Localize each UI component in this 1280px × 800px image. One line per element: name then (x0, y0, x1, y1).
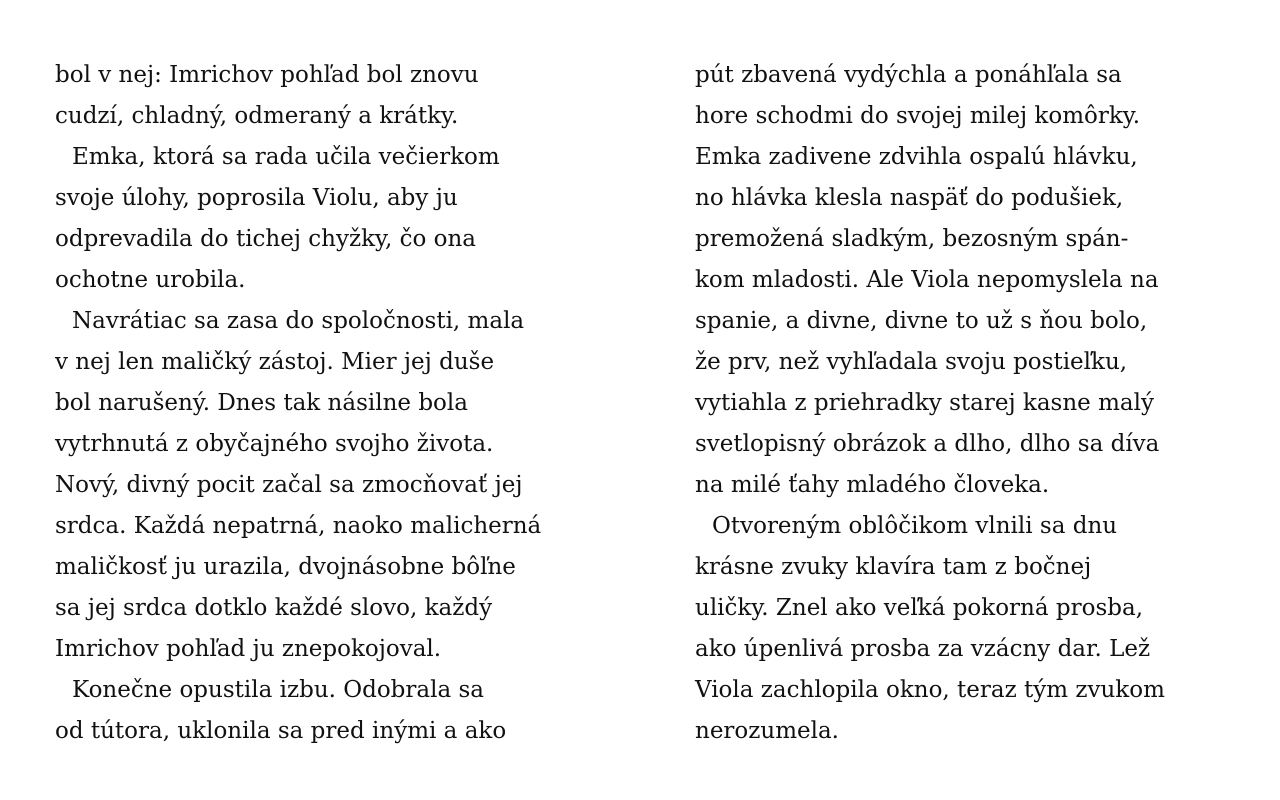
text-line: od tútora, uklonila sa pred inými a ako (55, 718, 507, 744)
text-line: Viola zachlopila okno, teraz tým zvukom (695, 677, 1165, 703)
text-line: svetlopisný obrázok a dlho, dlho sa díva (695, 431, 1160, 457)
text-line: krásne zvuky klavíra tam z bočnej (695, 554, 1092, 580)
text-line: odprevadila do tichej chyžky, čo ona (55, 226, 477, 252)
text-line: premožená sladkým, bezosným spán- (695, 226, 1129, 252)
text-line: no hlávka klesla naspäť do podušiek, (695, 185, 1124, 211)
right-page (695, 55, 1255, 752)
text-line: bol narušený. Dnes tak násilne bola (55, 390, 468, 416)
text-line: sa jej srdca dotklo každé slovo, každý (55, 595, 493, 621)
text-line: spanie, a divne, divne to už s ňou bolo, (695, 308, 1148, 334)
text-line: že prv, než vyhľadala svoju postieľku, (695, 349, 1128, 375)
text-line: Imrichov pohľad ju znepokojoval. (55, 636, 442, 662)
text-line: kom mladosti. Ale Viola nepomyslela na (695, 267, 1159, 293)
text-line: v nej len maličký zástoj. Mier jej duše (55, 349, 495, 375)
paragraph-start-line: Navrátiac sa zasa do spoločnosti, mala (72, 308, 525, 334)
text-line: hore schodmi do svojej milej komôrky. (695, 103, 1141, 129)
text-line: maličkosť ju urazila, dvojnásobne bôľne (55, 554, 516, 580)
paragraph-start-line: Emka, ktorá sa rada učila večierkom (72, 144, 500, 170)
text-line: vytrhnutá z obyčajného svojho života. (55, 431, 494, 457)
paragraph-start-line: Konečne opustila izbu. Odobrala sa (72, 677, 485, 703)
text-line: cudzí, chladný, odmeraný a krátky. (55, 103, 459, 129)
text-line: uličky. Znel ako veľká pokorná prosba, (695, 595, 1144, 621)
text-line: Nový, divný pocit začal sa zmocňovať jej (55, 472, 523, 498)
paragraph-start-line: Otvoreným oblôčikom vlnili sa dnu (712, 513, 1118, 539)
text-line: srdca. Každá nepatrná, naoko malicherná (55, 513, 542, 539)
text-line: nerozumela. (695, 718, 839, 744)
text-line: bol v nej: Imrichov pohľad bol znovu (55, 62, 479, 88)
text-line: ako úpenlivá prosba za vzácny dar. Lež (695, 636, 1151, 662)
text-line: pút zbavená vydýchla a ponáhľala sa (695, 62, 1122, 88)
text-line: vytiahla z priehradky starej kasne malý (695, 390, 1154, 416)
text-line: Emka zadivene zdvihla ospalú hlávku, (695, 144, 1138, 170)
text-line: ochotne urobila. (55, 267, 246, 293)
text-line: na milé ťahy mladého človeka. (695, 472, 1050, 498)
text-line: svoje úlohy, poprosila Violu, aby ju (55, 185, 458, 211)
left-page (55, 55, 615, 752)
